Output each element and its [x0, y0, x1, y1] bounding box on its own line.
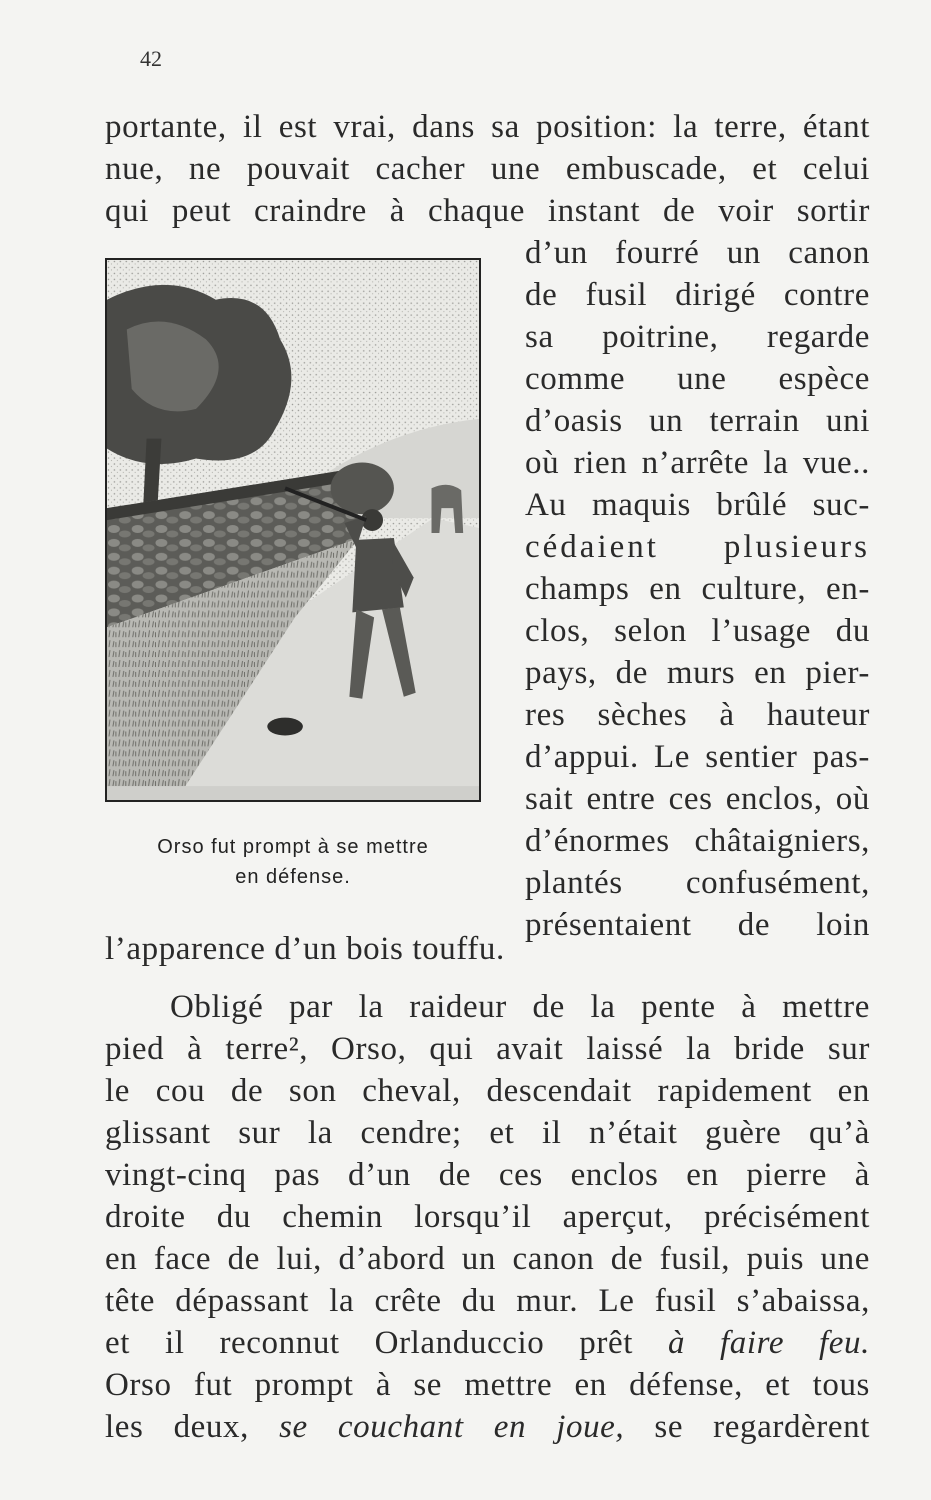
caption-line: en défense. — [235, 866, 351, 888]
illustration-orso-aiming-rifle-icon — [107, 260, 479, 800]
text-line: où rien n’arrête la vue.. — [525, 445, 870, 481]
text-line: pays, de murs en pier- — [525, 655, 870, 691]
page-number: 42 — [140, 46, 162, 71]
text-line: champs en culture, en- — [525, 571, 870, 607]
italic-span: à faire feu. — [667, 1325, 870, 1361]
text-line: d’oasis un terrain uni — [525, 403, 870, 439]
text-line: d’énormes châtaigniers, — [525, 823, 870, 859]
text-line: vingt-cinq pas d’un de ces enclos en pierre à — [105, 1157, 870, 1193]
text-line: sait entre ces enclos, où — [525, 781, 870, 817]
text-line: nue, ne pouvait cacher une embuscade, et celui — [105, 151, 870, 187]
italic-span: se couchant en joue, — [279, 1409, 625, 1445]
text-line: plantés confusément, — [525, 865, 870, 901]
text-line: d’un fourré un canon — [525, 235, 870, 271]
text-line: cédaient plusieurs — [525, 529, 870, 565]
text-line: sa poitrine, regarde — [525, 319, 870, 355]
figure-caption — [105, 832, 481, 892]
text-line: portante, il est vrai, dans sa position: la terre, étant — [105, 109, 870, 145]
text-line: res sèches à hauteur — [525, 697, 870, 733]
text-line: en face de lui, d’abord un canon de fusil, puis une — [105, 1241, 870, 1277]
text-span: et il reconnut Orlanduccio prêt — [105, 1325, 668, 1361]
text-line: glissant sur la cendre; et il n’était guère qu’à — [105, 1115, 870, 1151]
text-line: droite du chemin lorsqu’il aperçut, précisément — [105, 1199, 870, 1235]
illustration-figure — [105, 258, 481, 802]
text-line: Au maquis brûlé suc- — [525, 487, 870, 523]
text-line — [105, 1406, 870, 1448]
text-line: de fusil dirigé contre — [525, 277, 870, 313]
text-line: tête dépassant la crête du mur. Le fusil s’abaissa, — [105, 1283, 870, 1319]
text-span: se regardèrent — [624, 1409, 870, 1445]
caption-line: Orso fut prompt à se mettre — [157, 836, 429, 858]
text-span: les deux, — [105, 1409, 280, 1445]
text-line: pied à terre², Orso, qui avait laissé la bride sur — [105, 1031, 870, 1067]
text-line: comme une espèce — [525, 361, 870, 397]
text-line — [105, 1322, 870, 1364]
text-line: présentaient de loin — [525, 907, 870, 943]
text-line: l’apparence d’un bois touffu. — [105, 931, 505, 967]
text-line: le cou de son cheval, descendait rapidement en — [105, 1073, 870, 1109]
text-line: qui peut craindre à chaque instant de voir sortir — [105, 193, 870, 229]
text-line: Obligé par la raideur de la pente à mettre — [170, 989, 870, 1025]
text-line: clos, selon l’usage du — [525, 613, 870, 649]
text-line: Orso fut prompt à se mettre en défense, et tous — [105, 1367, 870, 1403]
text-line: d’appui. Le sentier pas- — [525, 739, 870, 775]
